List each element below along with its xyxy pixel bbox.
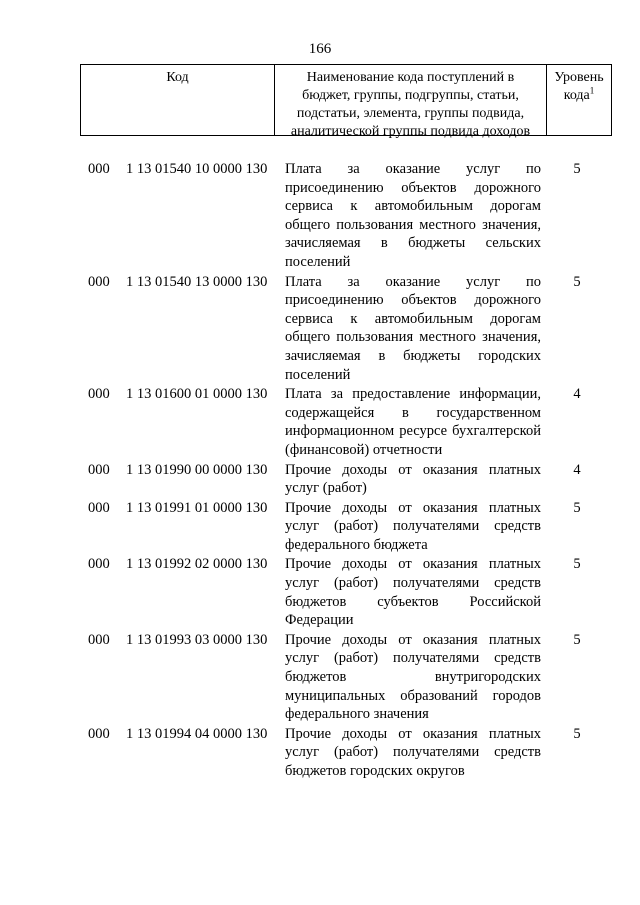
admin-code: 000 (88, 461, 110, 478)
header-level-text: кода (563, 88, 590, 103)
code-level: 5 (573, 631, 581, 648)
income-name: Прочие доходы от оказания платных услуг (работ) (285, 461, 541, 497)
table-row (80, 631, 612, 724)
income-code: 1 13 01600 01 0000 130 (126, 386, 268, 403)
income-name: Прочие доходы от оказания платных услуг (работ) получателями средств бюджетов внутригородских муниципальных образований городов федерального значения (285, 631, 541, 723)
table-row (80, 273, 612, 385)
admin-code: 000 (88, 725, 110, 742)
income-code: 1 13 01993 03 0000 130 (126, 631, 268, 648)
income-name: Прочие доходы от оказания платных услуг (работ) получателями средств бюджетов городских округов (285, 725, 541, 779)
income-code: 1 13 01992 02 0000 130 (126, 556, 268, 573)
header-name-line: аналитической группы подвида доходов (290, 124, 531, 139)
admin-code: 000 (88, 386, 110, 403)
footnote-marker: 1 (589, 85, 595, 96)
income-code: 1 13 01540 13 0000 130 (126, 273, 268, 290)
code-level: 5 (573, 556, 581, 573)
admin-code: 000 (88, 556, 110, 573)
header-code: Код (81, 65, 275, 135)
table-row (80, 499, 612, 555)
income-code: 1 13 01991 01 0000 130 (126, 499, 268, 516)
page-number: 166 (308, 41, 332, 57)
income-name: Прочие доходы от оказания платных услуг (работ) получателями средств бюджетов субъектов Российской Федерации (285, 556, 541, 629)
admin-code: 000 (88, 499, 110, 516)
header-name-line: Наименование кода поступлений в (306, 70, 515, 85)
code-level: 5 (573, 273, 581, 290)
table-header (80, 64, 612, 139)
code-level: 4 (573, 386, 581, 403)
table-row (80, 461, 612, 498)
income-name: Плата за предоставление информации, содержащейся в государственном информационном ресурсе бухгалтерской (финансовой) отчетности (285, 386, 541, 458)
admin-code: 000 (88, 273, 110, 290)
header-name-line: бюджет, группы, подгруппы, статьи, (302, 88, 519, 103)
table-row (80, 725, 612, 781)
table-body (80, 160, 612, 782)
header-level-line (547, 87, 611, 105)
admin-code: 000 (88, 631, 110, 648)
income-name: Плата за оказание услуг по присоединению объектов дорожного сервиса к автомобильным дорогам общего пользования местного значения, зачисляемая в бюджеты сельских поселений (285, 161, 541, 270)
header-level (547, 65, 611, 135)
table-row (80, 385, 612, 459)
header-name-line: подстатьи, элемента, группы подвида, (296, 106, 525, 121)
admin-code: 000 (88, 161, 110, 177)
table-row (80, 555, 612, 629)
income-code: 1 13 01540 10 0000 130 (126, 161, 268, 177)
code-level: 4 (573, 461, 581, 478)
header-level-line: Уровень (554, 70, 604, 85)
code-level: 5 (573, 499, 581, 516)
income-code: 1 13 01994 04 0000 130 (126, 725, 268, 742)
income-code: 1 13 01990 00 0000 130 (126, 461, 268, 478)
income-name: Плата за оказание услуг по присоединению объектов дорожного сервиса к автомобильным дорогам общего пользования местного значения, зачисляемая в бюджеты городских поселений (285, 273, 541, 383)
table-row (80, 160, 612, 272)
code-level: 5 (573, 725, 581, 742)
header-name (275, 65, 547, 139)
code-level: 5 (573, 161, 581, 177)
income-name: Прочие доходы от оказания платных услуг (работ) получателями средств федерального бюджета (285, 499, 541, 553)
